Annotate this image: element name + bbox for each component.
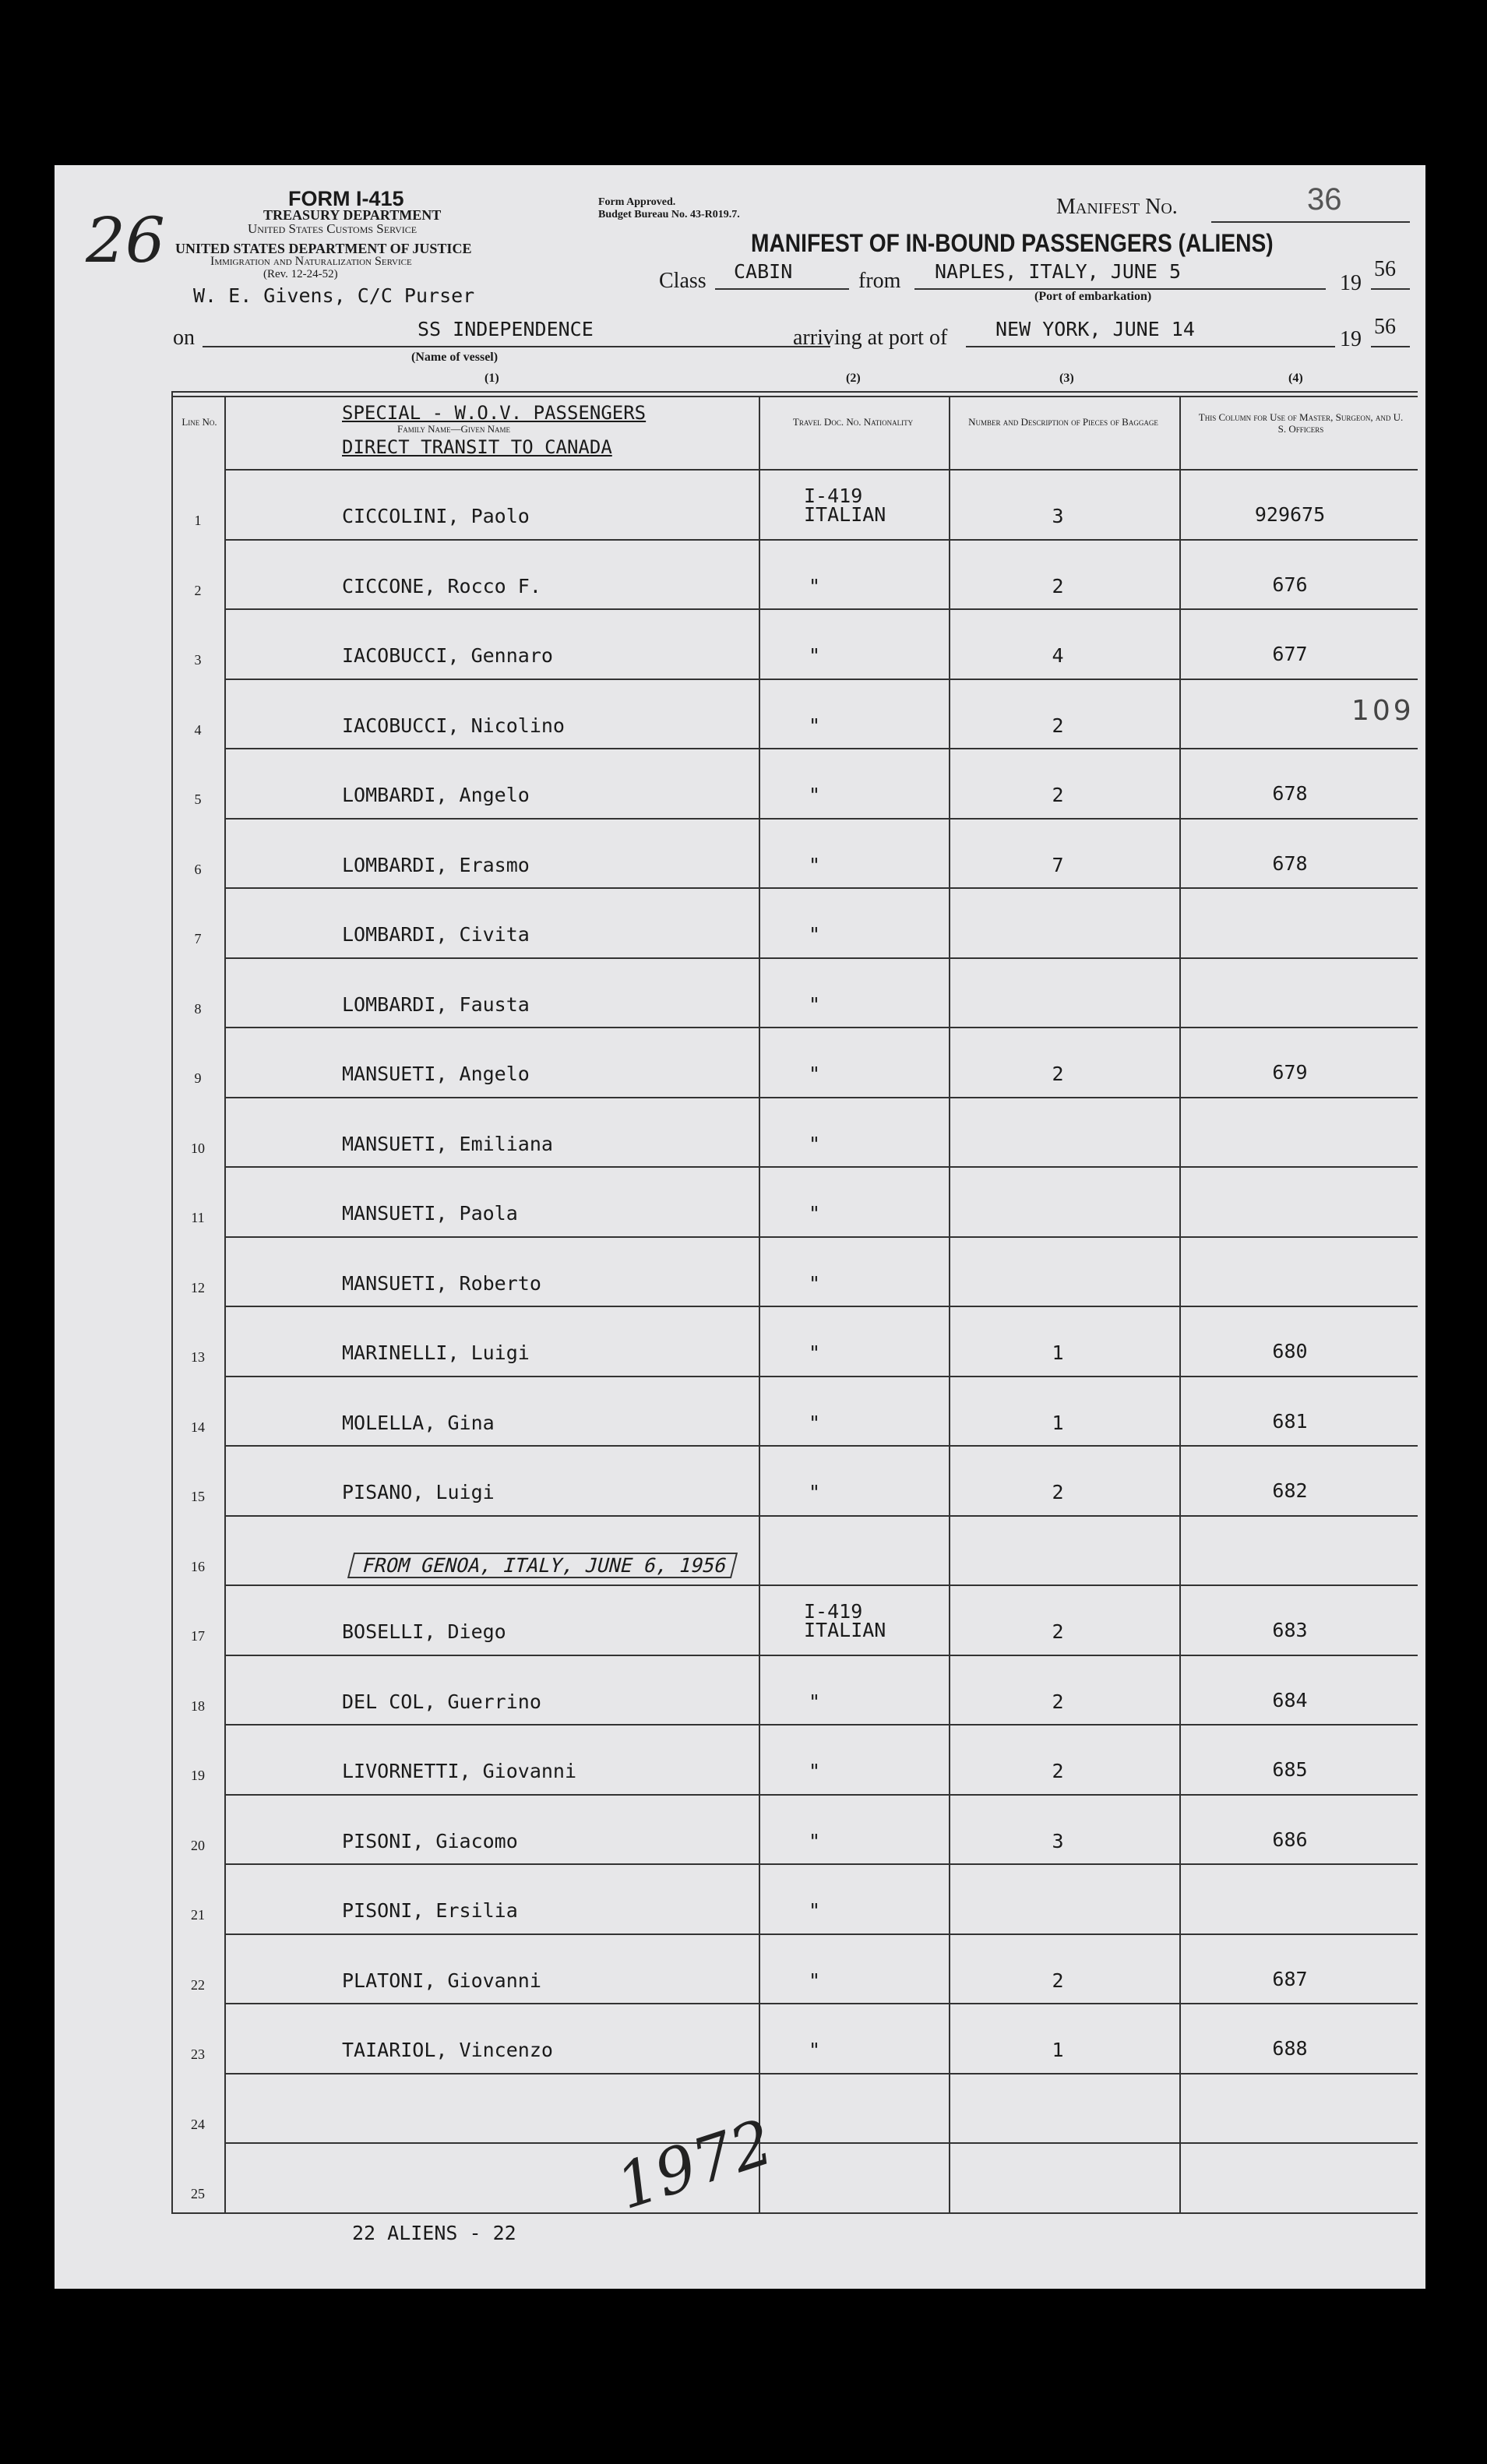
line-number: 3	[194, 652, 202, 668]
officer-number: 678	[1272, 782, 1308, 805]
passenger-name: LOMBARDI, Fausta	[342, 992, 530, 1016]
line-number: 24	[191, 2116, 205, 2132]
line-number: 22	[191, 1976, 205, 1993]
year-2: 56	[1374, 315, 1396, 339]
passenger-name: LOMBARDI, Civita	[342, 923, 530, 946]
manifest-sheet	[55, 165, 1425, 2289]
travel-doc: "	[809, 1411, 821, 1434]
from-value: NAPLES, ITALY, JUNE 5	[935, 260, 1182, 283]
officer-number: 682	[1272, 1479, 1308, 1502]
dept-ins: Immigration and Naturalization Service	[210, 255, 412, 268]
line-number: 5	[194, 791, 202, 807]
travel-doc: I-419	[804, 1600, 863, 1623]
baggage-count: 2	[1052, 574, 1064, 597]
baggage-header: Number and Description of Pieces of Baggage	[968, 416, 1158, 428]
travel-doc: "	[809, 1969, 821, 1992]
travel-doc: "	[809, 1899, 821, 1922]
vessel-name: SS INDEPENDENCE	[418, 318, 594, 340]
travel-doc: "	[809, 1481, 821, 1503]
transit-header: DIRECT TRANSIT TO CANADA	[342, 436, 612, 458]
travel-doc: "	[809, 644, 821, 667]
arrival-port: NEW YORK, JUNE 14	[995, 318, 1195, 340]
officer-number: 684	[1272, 1688, 1308, 1711]
passenger-name: IACOBUCCI, Nicolino	[342, 714, 565, 737]
baggage-count: 4	[1052, 644, 1064, 667]
passenger-name: CICCOLINI, Paolo	[342, 505, 530, 527]
passenger-name: CICCONE, Rocco F.	[342, 574, 541, 597]
passenger-name: DEL COL, Guerrino	[342, 1690, 541, 1713]
baggage-count: 2	[1052, 1063, 1064, 1085]
travel-doc: "	[809, 1341, 821, 1364]
form-number: FORM I-415	[288, 187, 404, 210]
passenger-name: PISONI, Giacomo	[342, 1829, 518, 1852]
port-caption: (Port of embarkation)	[1034, 290, 1152, 303]
travel-doc: "	[809, 574, 821, 597]
travel-doc: "	[809, 992, 821, 1016]
travel-doc: "	[809, 1271, 821, 1295]
travel-doc: "	[809, 1063, 821, 1085]
officer-number: 683	[1272, 1619, 1308, 1641]
passenger-name: MANSUETI, Emiliana	[342, 1132, 553, 1155]
page-title: MANIFEST OF IN-BOUND PASSENGERS (ALIENS)	[751, 229, 1274, 257]
col-num-3: (3)	[1059, 372, 1074, 385]
line-number: 16	[191, 1558, 205, 1574]
officer-number: 678	[1272, 851, 1308, 875]
line-number: 23	[191, 2046, 205, 2062]
passenger-name: LOMBARDI, Erasmo	[342, 853, 530, 876]
passenger-name: PISONI, Ersilia	[342, 1899, 518, 1922]
on-label: on	[173, 326, 195, 350]
baggage-count: 3	[1052, 1829, 1064, 1852]
line-number: 7	[194, 931, 202, 946]
baggage-count: 2	[1052, 784, 1064, 806]
baggage-count: 2	[1052, 1620, 1064, 1643]
passenger-name: TAIARIOL, Vincenzo	[342, 2039, 553, 2061]
col-num-2: (2)	[846, 372, 861, 385]
margin-mark: 26	[86, 204, 165, 277]
dept-customs: United States Customs Service	[248, 221, 418, 236]
baggage-count: 1	[1052, 1411, 1064, 1434]
side-note: 109	[1351, 695, 1415, 727]
class-label: Class	[659, 269, 707, 293]
purser: W. E. Givens, C/C Purser	[193, 284, 475, 307]
baggage-count: 2	[1052, 1481, 1064, 1503]
officer-number: 686	[1272, 1828, 1308, 1851]
line-number: 18	[191, 1697, 205, 1714]
travel-doc: "	[809, 1690, 821, 1713]
year-prefix-1: 19	[1340, 271, 1362, 295]
dept-justice: UNITED STATES DEPARTMENT OF JUSTICE	[175, 241, 472, 256]
line-number: 1	[194, 513, 202, 528]
baggage-count: 2	[1052, 1969, 1064, 1992]
manifest-label: Manifest No.	[1056, 195, 1178, 219]
passenger-name: PISANO, Luigi	[342, 1481, 495, 1503]
doc-header: Travel Doc. No. Nationality	[792, 416, 914, 428]
line-number: 2	[194, 582, 202, 598]
line-no-header: Line No.	[181, 416, 217, 428]
year-prefix-2: 19	[1340, 327, 1362, 351]
line-number: 10	[191, 1140, 205, 1156]
from-label: from	[858, 269, 901, 293]
officer-number: 688	[1272, 2037, 1308, 2060]
passenger-name: MARINELLI, Luigi	[342, 1341, 530, 1364]
officer-number: 685	[1272, 1758, 1308, 1781]
arriving-label: arriving at port of	[793, 326, 948, 350]
line-number: 9	[194, 1070, 202, 1086]
travel-doc: "	[809, 2039, 821, 2061]
line-number: 25	[191, 2186, 205, 2201]
passenger-name: LOMBARDI, Angelo	[342, 784, 530, 806]
form-approved: Form Approved.	[598, 196, 676, 208]
officer-number: 681	[1272, 1409, 1308, 1433]
col-num-4: (4)	[1288, 372, 1303, 385]
line-number: 21	[191, 1907, 205, 1923]
officer-number: 687	[1272, 1967, 1308, 1990]
line-number: 12	[191, 1279, 205, 1295]
passenger-name: PLATONI, Giovanni	[342, 1969, 541, 1992]
vessel-caption: (Name of vessel)	[411, 351, 499, 364]
passenger-name: FROM GENOA, ITALY, JUNE 6, 1956	[347, 1553, 738, 1578]
officer-number: 677	[1272, 643, 1308, 665]
travel-doc: "	[809, 714, 821, 737]
travel-doc: "	[809, 1829, 821, 1852]
travel-doc: "	[809, 784, 821, 806]
travel-doc: "	[809, 1760, 821, 1782]
nationality: ITALIAN	[804, 1619, 886, 1641]
travel-doc: "	[809, 1202, 821, 1225]
baggage-count: 2	[1052, 714, 1064, 737]
line-number: 11	[191, 1210, 205, 1225]
passenger-name: MOLELLA, Gina	[342, 1411, 495, 1434]
officer-number: 929675	[1254, 503, 1326, 526]
passenger-name: LIVORNETTI, Giovanni	[342, 1760, 577, 1782]
budget-bureau: Budget Bureau No. 43-R019.7.	[598, 209, 740, 220]
travel-doc: "	[809, 853, 821, 876]
passenger-name: MANSUETI, Paola	[342, 1202, 518, 1225]
line-number: 19	[191, 1768, 205, 1783]
form-revision: (Rev. 12-24-52)	[263, 268, 338, 280]
handwritten-number: 1972	[608, 2105, 781, 2224]
col-num-1: (1)	[485, 372, 499, 385]
travel-doc: "	[809, 923, 821, 946]
line-number: 13	[191, 1349, 205, 1365]
baggage-count: 1	[1052, 2039, 1064, 2061]
travel-doc: "	[809, 1132, 821, 1155]
special-header: SPECIAL - W.O.V. PASSENGERS	[342, 402, 647, 424]
baggage-count: 1	[1052, 1341, 1064, 1364]
line-number: 4	[194, 721, 202, 738]
dept-treasury: TREASURY DEPARTMENT	[263, 207, 442, 223]
baggage-count: 2	[1052, 1690, 1064, 1713]
line-number: 8	[194, 1000, 202, 1017]
passenger-name: MANSUETI, Roberto	[342, 1271, 541, 1295]
officers-header: This Column for Use of Master, Surgeon, and U. S. Officers	[1198, 411, 1404, 435]
line-number: 20	[191, 1837, 205, 1853]
baggage-count: 2	[1052, 1760, 1064, 1782]
year-1: 56	[1374, 257, 1396, 281]
line-number: 14	[191, 1419, 205, 1435]
nationality: ITALIAN	[804, 503, 886, 526]
line-number: 17	[191, 1628, 205, 1644]
officer-number: 680	[1272, 1340, 1308, 1362]
passenger-name: MANSUETI, Angelo	[342, 1063, 530, 1085]
passenger-name: IACOBUCCI, Gennaro	[342, 644, 553, 667]
baggage-count: 7	[1052, 853, 1064, 876]
aliens-total: 22 ALIENS - 22	[352, 2222, 516, 2244]
passenger-name: BOSELLI, Diego	[342, 1620, 506, 1643]
line-number: 15	[191, 1489, 205, 1504]
officer-number: 679	[1272, 1061, 1308, 1084]
line-number: 6	[194, 861, 202, 877]
class-value: CABIN	[734, 260, 793, 283]
manifest-number: 36	[1307, 182, 1342, 217]
officer-number: 676	[1272, 573, 1308, 596]
travel-doc: I-419	[804, 485, 863, 507]
baggage-count: 3	[1052, 505, 1064, 527]
family-caption: Family Name—Given Name	[397, 423, 510, 435]
